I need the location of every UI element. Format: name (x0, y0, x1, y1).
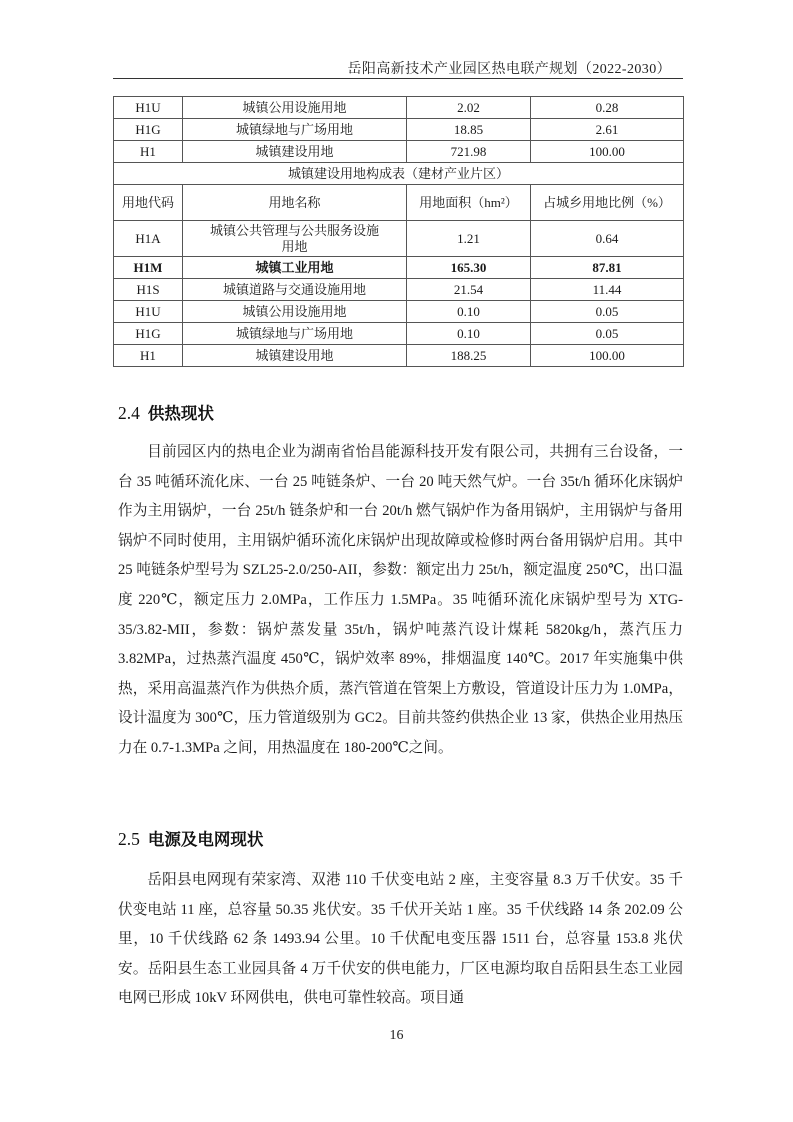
cell-area: 2.02 (407, 97, 531, 119)
cell-code: H1 (114, 345, 183, 367)
cell-area: 165.30 (407, 257, 531, 279)
cell-name: 城镇建设用地 (183, 141, 407, 163)
section-paragraph: 岳阳县电网现有荣家湾、双港 110 千伏变电站 2 座，主变容量 8.3 万千伏安。35 千伏变电站 11 座，总容量 50.35 兆伏安。35 千伏开关站 1 座。35 千伏线路 14 条 202.09 公里，10 千伏线路 62 条 1493.94 公里。10 千伏配电变压器 1511 台，总容量 153.8 兆伏安。岳阳县生态工业园具备 4 万千伏安的供电能力，厂区电源均取自岳阳县生态工业园电网已形成 10kV 环网供电，供电可靠性较高。项目通 (118, 872, 683, 1007)
header-ratio: 占城乡用地比例（%） (531, 185, 684, 221)
cell-area: 0.10 (407, 323, 531, 345)
table-header-row (114, 185, 684, 221)
cell-ratio: 0.05 (531, 323, 684, 345)
section-number: 2.4 (118, 403, 140, 423)
cell-ratio: 0.28 (531, 97, 684, 119)
cell-name: 城镇道路与交通设施用地 (183, 279, 407, 301)
header-rule (113, 78, 683, 79)
table-row (114, 221, 684, 257)
cell-code: H1G (114, 119, 183, 141)
table-row (114, 301, 684, 323)
cell-code: H1 (114, 141, 183, 163)
cell-code: H1G (114, 323, 183, 345)
header-area: 用地面积（hm²） (407, 185, 531, 221)
cell-ratio: 100.00 (531, 345, 684, 367)
cell-area: 18.85 (407, 119, 531, 141)
cell-ratio: 100.00 (531, 141, 684, 163)
cell-name: 城镇公共管理与公共服务设施用地 (183, 221, 407, 257)
table-row (114, 97, 684, 119)
cell-area: 0.10 (407, 301, 531, 323)
cell-ratio: 11.44 (531, 279, 684, 301)
cell-name: 城镇工业用地 (183, 257, 407, 279)
subtable-title-row (114, 163, 684, 185)
cell-area: 188.25 (407, 345, 531, 367)
table-row (114, 257, 684, 279)
cell-ratio: 2.61 (531, 119, 684, 141)
section-paragraph: 目前园区内的热电企业为湖南省怡昌能源科技开发有限公司，共拥有三台设备，一台 35 吨循环流化床、一台 25 吨链条炉、一台 20 吨天然气炉。一台 35t/h 循环化床锅炉作为主用锅炉，一台 25t/h 链条炉和一台 20t/h 燃气锅炉作为备用锅炉，主用锅炉与备用锅炉不同时使用，主用锅炉循环流化床锅炉出现故障或检修时两台备用锅炉启用。其中 25 吨链条炉型号为 SZL25-2.0/250-AII，参数：额定出力 25t/h，额定温度 250℃，出口温度 220℃，额定压力 2.0MPa，工作压力 1.5MPa。35 吨循环流化床锅炉型号为 XTG-35/3.82-MII，参数：锅炉蒸发量 35t/h，锅炉吨蒸汽设计煤耗 5820kg/h，蒸汽压力 3.82MPa，过热蒸汽温度 450℃，锅炉效率 89%，排烟温度 140℃。2017 年实施集中供热，采用高温蒸汽作为供热介质，蒸汽管道在管架上方敷设，管道设计压力为 1.0MPa，设计温度为 300℃，压力管道级别为 GC2。目前共签约供热企业 13 家，供热企业用热压力在 0.7-1.3MPa 之间，用热温度在 180-200℃之间。 (118, 444, 683, 756)
header-code: 用地代码 (114, 185, 183, 221)
section-number: 2.5 (118, 829, 140, 849)
header-name: 用地名称 (183, 185, 407, 221)
table-row (114, 119, 684, 141)
cell-code: H1U (114, 301, 183, 323)
land-use-table (113, 96, 684, 367)
table-row (114, 345, 684, 367)
subtable-title: 城镇建设用地构成表（建材产业片区） (114, 163, 684, 185)
section-heading-2-4 (118, 400, 214, 424)
cell-area: 721.98 (407, 141, 531, 163)
document-header-title: 岳阳高新技术产业园区热电联产规划（2022-2030） (347, 62, 671, 77)
page-number: 16 (389, 1028, 404, 1043)
cell-code: H1S (114, 279, 183, 301)
cell-name: 城镇建设用地 (183, 345, 407, 367)
cell-name: 城镇公用设施用地 (183, 301, 407, 323)
cell-code: H1M (114, 257, 183, 279)
cell-name: 城镇绿地与广场用地 (183, 323, 407, 345)
cell-area: 21.54 (407, 279, 531, 301)
table-row (114, 323, 684, 345)
cell-name: 城镇绿地与广场用地 (183, 119, 407, 141)
section-title: 供热现状 (147, 404, 214, 423)
cell-code: H1U (114, 97, 183, 119)
cell-ratio: 0.64 (531, 221, 684, 257)
cell-ratio: 87.81 (531, 257, 684, 279)
table-row (114, 141, 684, 163)
section-heading-2-5 (118, 826, 263, 850)
section-title: 电源及电网现状 (147, 830, 264, 849)
table-row (114, 279, 684, 301)
cell-code: H1A (114, 221, 183, 257)
cell-name: 城镇公用设施用地 (183, 97, 407, 119)
cell-ratio: 0.05 (531, 301, 684, 323)
cell-area: 1.21 (407, 221, 531, 257)
